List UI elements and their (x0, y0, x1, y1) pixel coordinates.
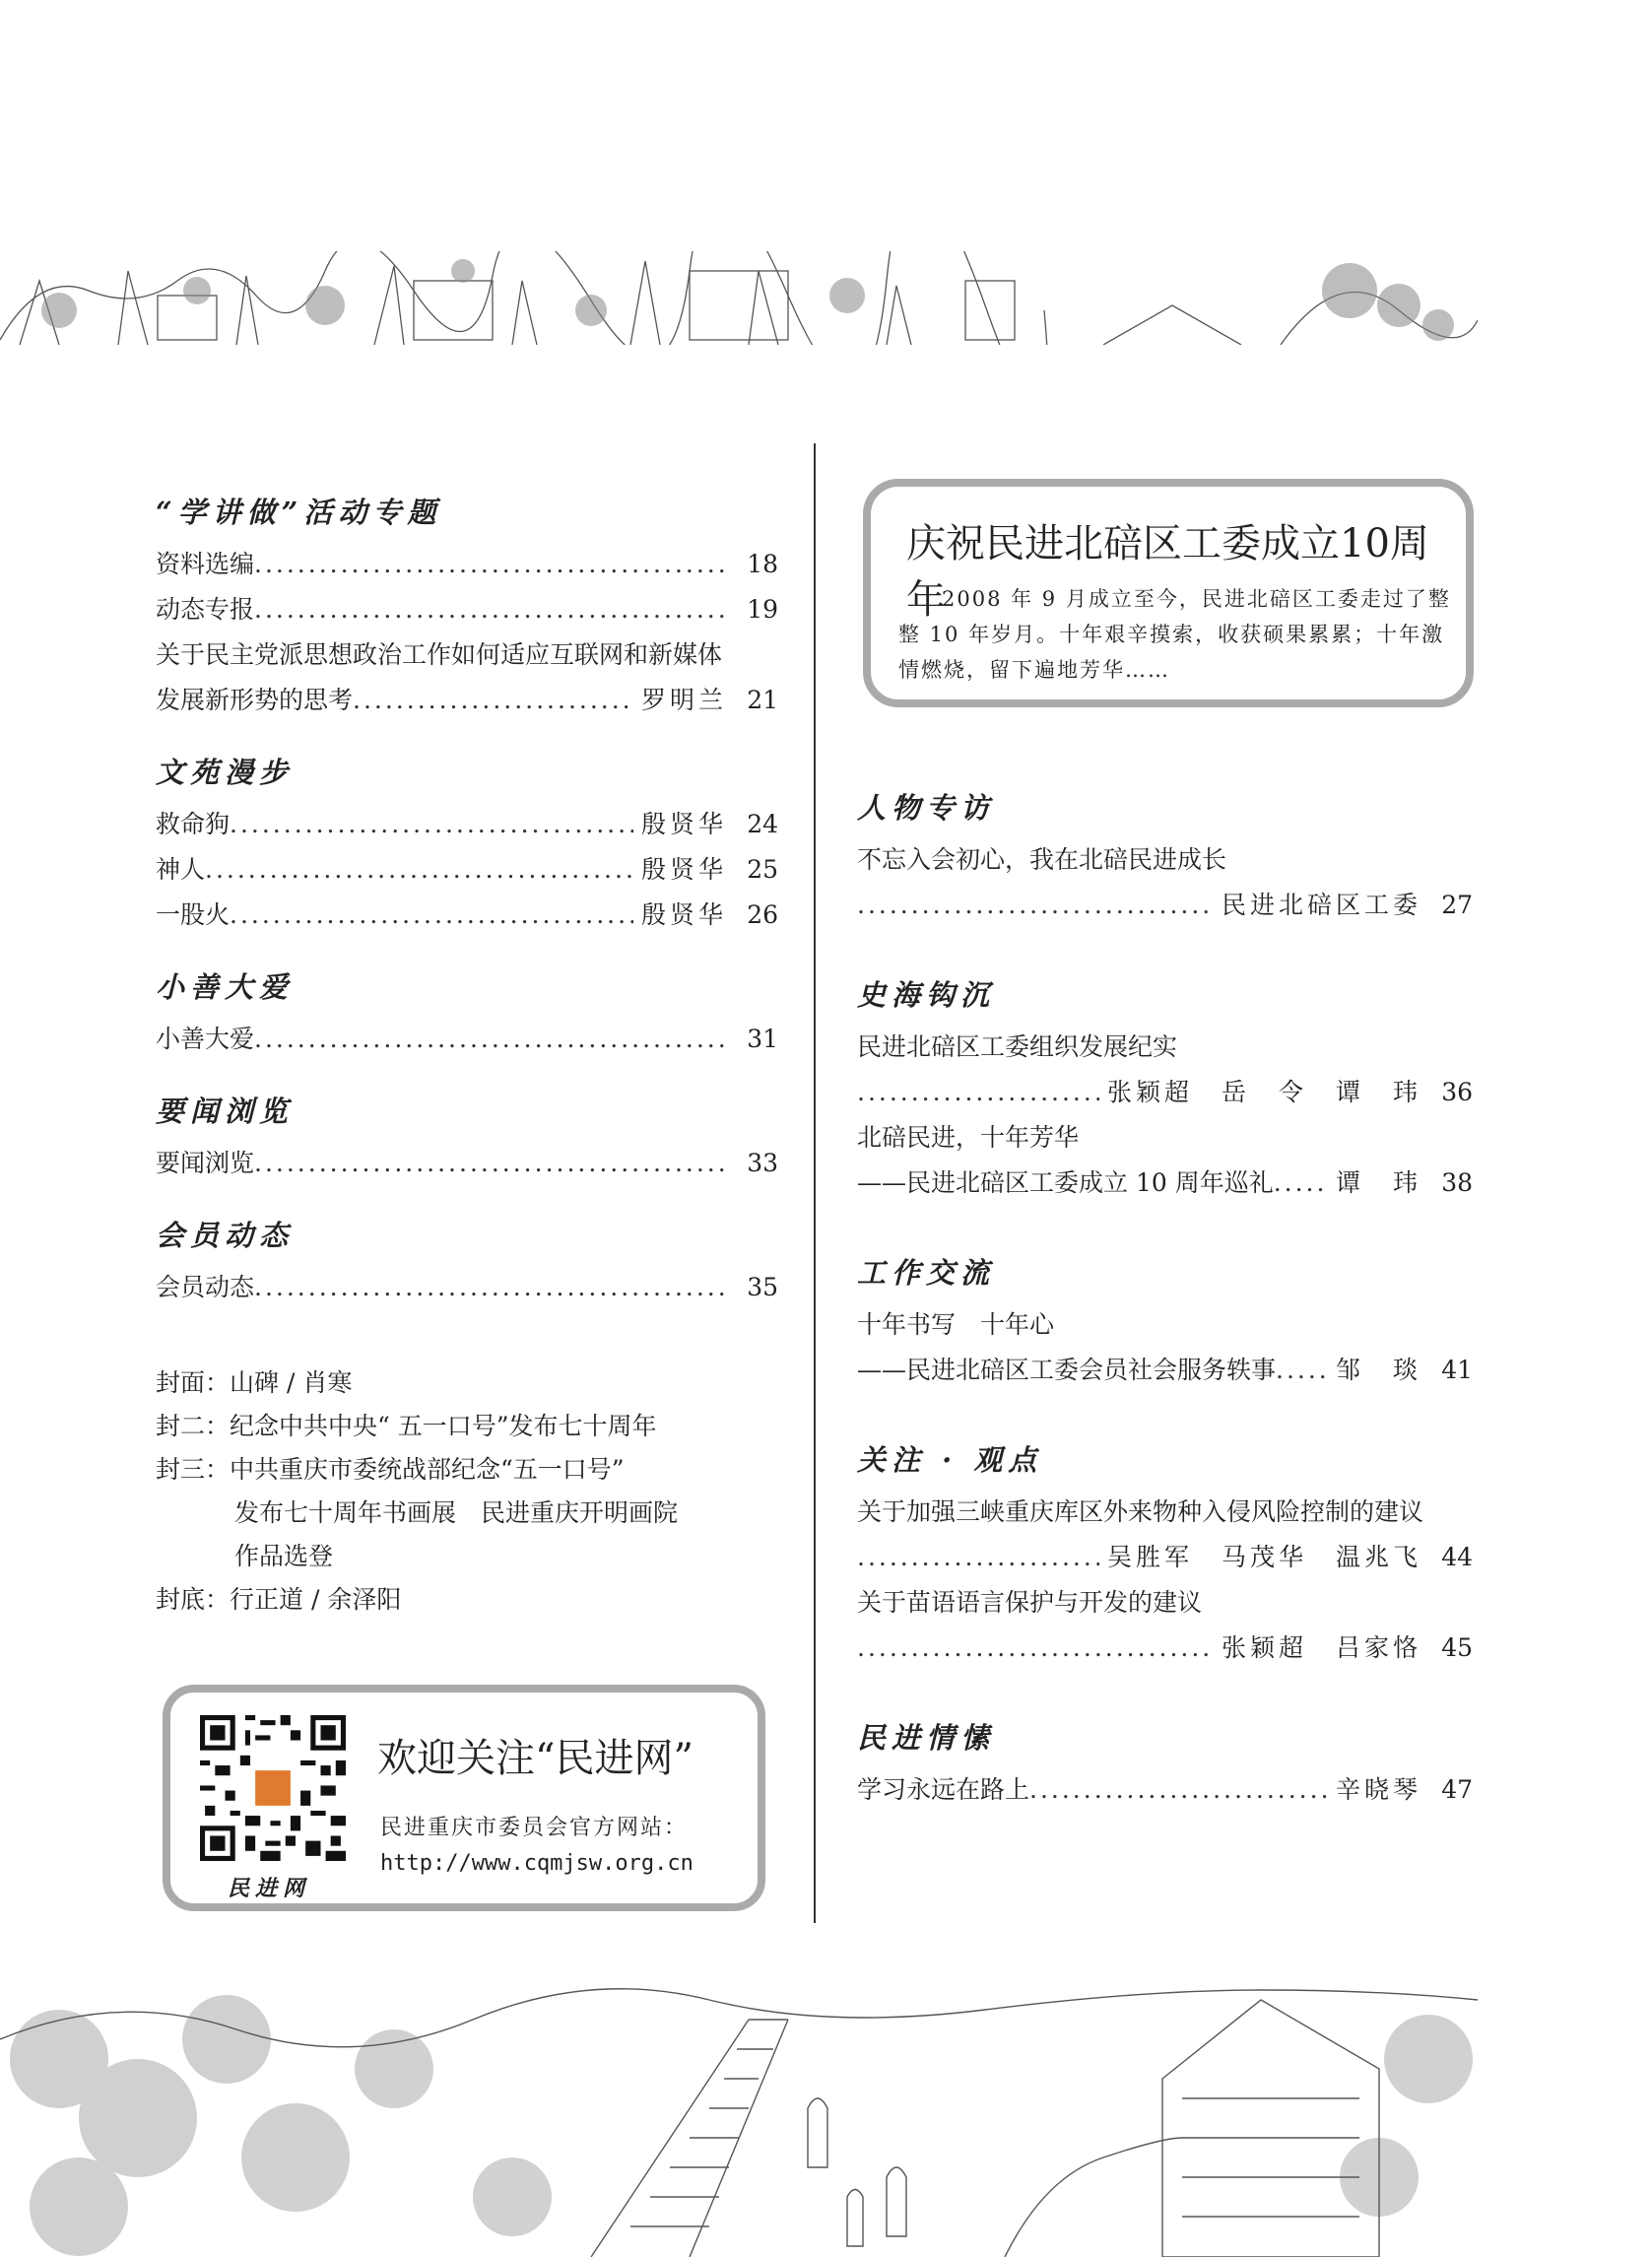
top-illustration-banner (0, 251, 1478, 345)
qr-label: 民进网 (228, 1876, 311, 1901)
toc-entry-title[interactable]: 北碚民进，十年芳华 (857, 1123, 1080, 1152)
feature-title: 庆祝民进北碚区工委成立10周年 (906, 521, 1429, 623)
toc-entry-title: 小善大爱 (156, 1025, 255, 1053)
dot-leader (254, 587, 727, 632)
toc-entry-title[interactable]: 关于加强三峡重庆库区外来物种入侵风险控制的建议 (857, 1497, 1424, 1526)
toc-entry-title[interactable]: 关于苗语语言保护与开发的建议 (857, 1588, 1203, 1617)
toc-entry-author: 殷贤华 (640, 900, 727, 929)
dot-leader (857, 883, 1214, 928)
dot-leader (1029, 1767, 1328, 1813)
toc-entry-page: 26 (747, 900, 778, 929)
dot-leader (857, 1070, 1099, 1115)
section-title: 人物专访 (857, 791, 996, 825)
toc-entry-page: 33 (747, 1149, 778, 1177)
toc-entry-author: 殷贤华 (640, 810, 727, 838)
toc-entry[interactable] (857, 1070, 1473, 1115)
section-title: 小善大爱 (156, 970, 295, 1004)
toc-entry-title: ——民进北碚区工委会员社会服务轶事 (857, 1356, 1277, 1384)
toc-entry-page: 27 (1441, 891, 1473, 919)
dot-leader (353, 678, 633, 723)
toc-entry-page: 31 (747, 1025, 778, 1053)
toc-entry-page: 18 (747, 550, 778, 578)
toc-entry[interactable] (857, 1626, 1473, 1671)
toc-entry-page: 24 (747, 810, 778, 838)
toc-entry-page: 35 (747, 1273, 778, 1301)
cover-info-line: 封二：纪念中共中央“ 五一口号”发布七十周年 (156, 1412, 657, 1440)
toc-entry[interactable] (156, 1265, 778, 1310)
toc-entry-page: 21 (747, 686, 778, 714)
toc-entry-title[interactable]: 十年书写 十年心 (857, 1310, 1055, 1339)
dot-leader (857, 1626, 1214, 1671)
toc-entry[interactable] (156, 1141, 778, 1186)
toc-entry[interactable] (857, 1161, 1473, 1206)
toc-entry-author: 吴胜军 马茂华 温兆飞 (1106, 1543, 1421, 1571)
toc-entry-page: 25 (747, 855, 778, 884)
section-title: 要闻浏览 (156, 1095, 295, 1128)
dot-leader (230, 893, 633, 938)
section-title: 关注 · 观点 (857, 1443, 1043, 1477)
right-section (857, 1718, 1473, 1813)
cover-info-line: 封面：山碑 / 肖寒 (156, 1368, 353, 1397)
toc-entry-title: 神人 (156, 855, 206, 884)
section-title: 文苑漫步 (156, 756, 295, 789)
toc-entry-page: 19 (747, 595, 778, 624)
toc-entry-title: 一股火 (156, 900, 231, 929)
toc-entry[interactable] (156, 587, 778, 632)
toc-entry-page: 44 (1441, 1543, 1473, 1571)
anniversary-feature-box (863, 479, 1474, 707)
dot-leader (1274, 1161, 1328, 1206)
right-sections (857, 788, 1473, 1860)
left-section (156, 493, 778, 723)
right-section (857, 1253, 1473, 1393)
website-link[interactable]: http://www.cqmjsw.org.cn (380, 1851, 694, 1876)
toc-entry[interactable] (156, 1017, 778, 1062)
toc-entry-title[interactable]: 民进北碚区工委组织发展纪实 (857, 1032, 1178, 1061)
section-title: 会员动态 (156, 1219, 295, 1252)
toc-entry-author: 张颖超 岳 令 谭 玮 (1106, 1078, 1421, 1106)
toc-entry[interactable] (156, 542, 778, 587)
toc-entry-page: 47 (1441, 1775, 1473, 1804)
promo-text (380, 1811, 694, 1882)
cover-info-line: 作品选登 (234, 1542, 334, 1570)
toc-entry-title: 学习永远在路上 (857, 1775, 1030, 1804)
toc-entry-author: 邹 琰 (1335, 1356, 1421, 1384)
qr-code-icon[interactable] (200, 1714, 346, 1862)
dot-leader (205, 847, 633, 893)
left-column (156, 493, 778, 1622)
toc-entry-title[interactable]: 关于民主党派思想政治工作如何适应互联网和新媒体 (156, 640, 723, 669)
toc-entry[interactable] (156, 678, 778, 723)
toc-entry-author: 辛晓琴 (1335, 1775, 1421, 1804)
column-divider (814, 443, 816, 1923)
toc-entry[interactable] (857, 1535, 1473, 1580)
toc-entry-author: 民进北碚区工委 (1221, 891, 1421, 919)
toc-entry[interactable] (156, 802, 778, 847)
toc-entry[interactable] (156, 847, 778, 893)
toc-entry[interactable] (857, 1767, 1473, 1813)
toc-entry-title[interactable]: 不忘入会初心，我在北碚民进成长 (857, 845, 1227, 874)
right-section (857, 1440, 1473, 1671)
right-section (857, 788, 1473, 928)
promo-title: 欢迎关注“民进网” (377, 1736, 694, 1781)
dot-leader (1276, 1348, 1328, 1393)
toc-entry[interactable] (857, 1348, 1473, 1393)
toc-entry-title: 救命狗 (156, 810, 231, 838)
section-title: 工作交流 (857, 1256, 996, 1290)
toc-entry-page: 38 (1441, 1168, 1473, 1197)
dot-leader (857, 1535, 1099, 1580)
toc-entry-page: 45 (1441, 1633, 1473, 1662)
section-title: 民进情愫 (857, 1721, 996, 1755)
promo-line-1: 民进重庆市委员会官方网站： (380, 1816, 689, 1840)
toc-entry-title: ——民进北碚区工委成立 10 周年巡礼 (857, 1168, 1274, 1197)
dot-leader (254, 1265, 727, 1310)
toc-entry-author: 罗明兰 (640, 686, 727, 714)
dot-leader (254, 542, 727, 587)
feature-text: 2008 年 9 月成立至今，民进北碚区工委走过了整整 10 年岁月。十年艰辛摸索，收获硕果累累；十年激情燃烧，留下遍地芳华…… (898, 587, 1451, 682)
toc-entry-title: 要闻浏览 (156, 1149, 255, 1177)
left-section (156, 753, 778, 938)
minjin-website-promo (163, 1685, 765, 1911)
left-section (156, 1092, 778, 1186)
section-title: 史海钩沉 (857, 978, 996, 1012)
dot-leader (230, 802, 633, 847)
cover-info-line: 封底：行正道 / 余泽阳 (156, 1585, 402, 1614)
toc-entry-title: 发展新形势的思考 (156, 686, 354, 714)
toc-entry-author: 张颖超 吕家恪 (1221, 1633, 1421, 1662)
dot-leader (254, 1017, 727, 1062)
toc-entry-title: 资料选编 (156, 550, 255, 578)
section-title: “学讲做”活动专题 (156, 496, 442, 529)
dot-leader (254, 1141, 727, 1186)
toc-entry-page: 41 (1441, 1356, 1473, 1384)
cover-info-line: 封三：中共重庆市委统战部纪念“五一口号” (156, 1455, 625, 1484)
left-sections (156, 493, 778, 1310)
cover-info (156, 1361, 778, 1622)
toc-entry[interactable] (156, 893, 778, 938)
cover-info-line: 发布七十周年书画展 民进重庆开明画院 (234, 1498, 679, 1527)
toc-entry-page: 36 (1441, 1078, 1473, 1106)
toc-entry-title: 动态专报 (156, 595, 255, 624)
toc-entry[interactable] (857, 883, 1473, 928)
right-section (857, 975, 1473, 1206)
left-section (156, 1216, 778, 1310)
left-section (156, 967, 778, 1062)
toc-entry-title: 会员动态 (156, 1273, 255, 1301)
toc-entry-author: 谭 玮 (1335, 1168, 1421, 1197)
bottom-illustration-banner (0, 1980, 1478, 2257)
toc-entry-author: 殷贤华 (640, 855, 727, 884)
